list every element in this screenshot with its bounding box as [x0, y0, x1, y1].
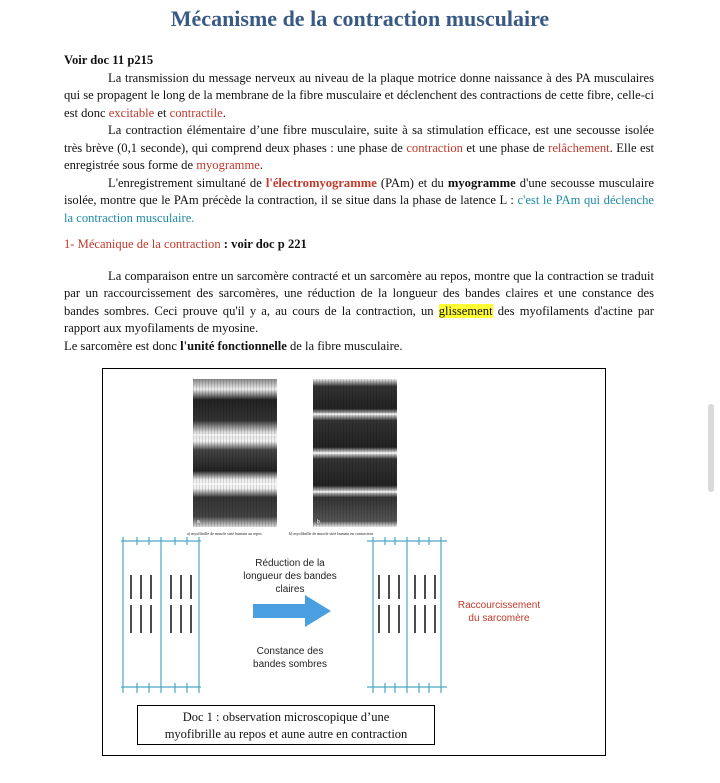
section-mecanique [64, 236, 654, 355]
svg-text:b: b [317, 519, 320, 525]
figure-caption: Doc 1 : observation microscopique d’une myofibrille au repos et aune autre en contraction [137, 705, 435, 745]
micrograph-contraction-caption: b) myofibrille de muscle strié humain en contraction [289, 531, 374, 536]
keyword-myogramme: myogramme [196, 158, 260, 172]
keyword-myogramme-bold: myogramme [447, 175, 516, 190]
paragraph-secousse: La contraction élémentaire d’une fibre musculaire, suite à sa stimulation efficace, est une secousse isolée très brève (0,1 seconde), qui comprend deux phases : une phase de contraction et une phase de relâchement. Elle est enregistrée sous forme de myogramme. [64, 123, 655, 172]
micrograph-rest-image [193, 379, 277, 527]
keyword-electromyogramme: l'électromyogramme [265, 175, 377, 190]
keyword-contractile: contractile [169, 105, 223, 120]
label-reduction-bandes-claires: Réduction de la longueur des bandes claires [243, 558, 337, 595]
svg-text:a: a [197, 519, 200, 525]
paragraph-unite: Le sarcomère est donc l'unité fonctionnelle de la fibre musculaire. [64, 338, 403, 353]
section-intro [64, 52, 654, 227]
sarcomere-contracted-diagram [365, 537, 449, 693]
keyword-unite-fonctionnelle: l'unité fonctionnelle [180, 338, 287, 353]
keyword-glissement: glissement [438, 303, 493, 318]
keyword-contraction: contraction [406, 140, 463, 155]
keyword-excitable: excitable [108, 105, 155, 120]
vertical-scrollbar[interactable] [708, 404, 714, 492]
paragraph-comparaison: La comparaison entre un sarcomère contracté et un sarcomère au repos, montre que la contraction se traduit par un raccourcissement des sarcomères, une réduction de la longueur des bandes claires et une constance des bandes sombres. Ceci prouve qu'il y a, au cours de la contraction, un glissement des myofilaments d'actine par rapport aux myofilaments de myosine. [64, 268, 654, 335]
keyword-relachement: relâchement [548, 140, 610, 155]
section-heading: Voir doc 11 p215 [64, 53, 154, 67]
paragraph-transmission: La transmission du message nerveux au niveau de la plaque motrice donne naissance à des PA musculaires qui se propagent le long de la membrane de la fibre musculaire et déclenchent des contractions de cette fibre, celle-ci est donc excitable et contractile. [64, 70, 654, 120]
label-constance-bandes-sombres: Constance des bandes sombres [253, 646, 327, 670]
paragraph-enregistrement: L'enregistrement simultané de l'électromyogramme (PAm) et du myogramme d'une secousse musculaire isolée, montre que le PAm précède la contraction, il se situe dans la phase de latence L : c'est le PAm qui déclenche la contraction musculaire. [64, 175, 655, 225]
page-title: Mécanisme de la contraction musculaire [170, 6, 550, 31]
micrograph-contraction-image [313, 379, 397, 527]
conclusion-text: c'est le PAm qui déclenche la contraction musculaire. [64, 193, 655, 225]
section-heading-mecanique: 1- Mécanique de la contraction : voir doc p 221 [64, 237, 307, 251]
arrow-right-icon [253, 595, 331, 627]
figure-doc1 [102, 368, 606, 756]
label-raccourcissement-sarcomere: Raccourcissement du sarcomère [457, 600, 541, 624]
micrograph-rest-caption: a) myofibrille de muscle strié humain au repos [187, 531, 262, 536]
sarcomere-rest-diagram [119, 537, 203, 693]
